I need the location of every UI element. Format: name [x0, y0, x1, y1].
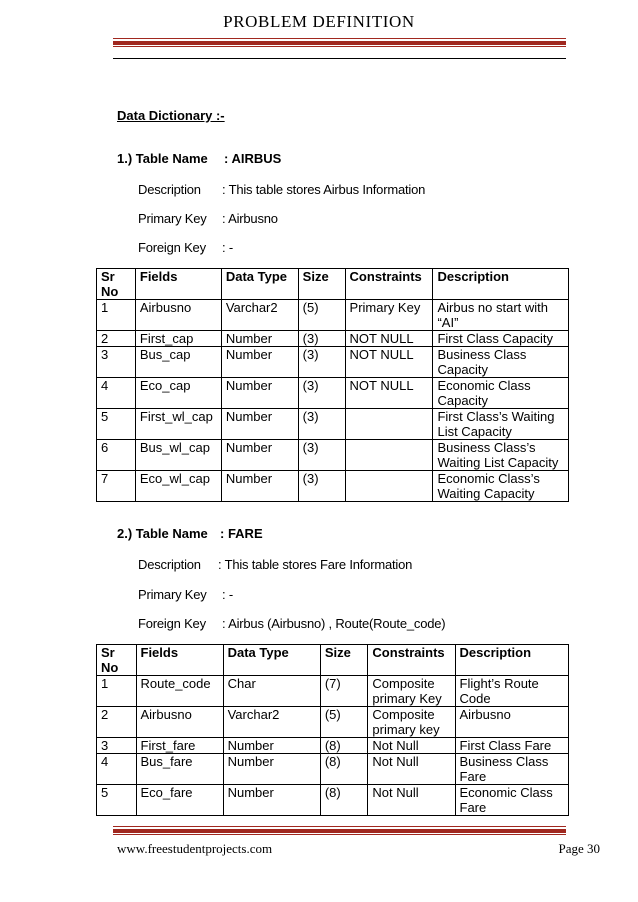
table-cell: Economic Class’s Waiting Capacity: [433, 471, 569, 502]
table2-meta-value: : -: [222, 587, 233, 602]
table-cell: Not Null: [368, 754, 455, 785]
table-row: [97, 331, 569, 347]
table1-number-label: 1.) Table Name: [117, 151, 208, 166]
table-cell: Number: [221, 378, 298, 409]
table-cell: 1: [97, 676, 137, 707]
table-cell: Bus_fare: [136, 754, 223, 785]
table-cell: First Class Capacity: [433, 331, 569, 347]
table1-meta-label: Primary Key: [138, 211, 207, 226]
table-cell: 1: [97, 300, 136, 331]
table-row: [97, 409, 569, 440]
table-cell: [345, 409, 433, 440]
table-cell: First_cap: [135, 331, 221, 347]
table-cell: 4: [97, 378, 136, 409]
table-cell: Eco_cap: [135, 378, 221, 409]
table1-name: : AIRBUS: [224, 151, 282, 166]
table-row: [97, 676, 569, 707]
column-header: Description: [455, 645, 568, 676]
table-cell: Business Class’s Waiting List Capacity: [433, 440, 569, 471]
table-cell: Not Null: [368, 738, 455, 754]
table-cell: NOT NULL: [345, 331, 433, 347]
table-cell: 3: [97, 738, 137, 754]
column-header: Sr No: [97, 645, 137, 676]
table-row: [97, 707, 569, 738]
column-header: Data Type: [223, 645, 320, 676]
table-cell: [345, 471, 433, 502]
table-cell: Primary Key: [345, 300, 433, 331]
table-cell: 5: [97, 409, 136, 440]
header-rule-top: [113, 38, 566, 39]
header-rule-bottom: [113, 46, 566, 47]
footer-url-link[interactable]: www.freestudentprojects.com: [117, 841, 273, 856]
table-row: [97, 378, 569, 409]
header-title: PROBLEM DEFINITION: [223, 12, 415, 31]
column-header: Size: [298, 269, 345, 300]
table1-data-dictionary: [96, 268, 569, 502]
table-header-row: [97, 269, 569, 300]
table-cell: First_wl_cap: [135, 409, 221, 440]
table-cell: NOT NULL: [345, 378, 433, 409]
table-cell: First Class’s Waiting List Capacity: [433, 409, 569, 440]
table-cell: Airbusno: [136, 707, 223, 738]
table-cell: First Class Fare: [455, 738, 568, 754]
table-cell: Composite primary Key: [368, 676, 455, 707]
table-cell: (3): [298, 331, 345, 347]
table-cell: [345, 440, 433, 471]
table-cell: Airbusno: [455, 707, 568, 738]
table-cell: Route_code: [136, 676, 223, 707]
footer-rule-bottom: [113, 834, 566, 835]
table-cell: 2: [97, 331, 136, 347]
table-row: [97, 300, 569, 331]
table-cell: NOT NULL: [345, 347, 433, 378]
table-header-row: [97, 645, 569, 676]
table-cell: Number: [223, 754, 320, 785]
table-cell: Economic Class Capacity: [433, 378, 569, 409]
table2-meta-label: Foreign Key: [138, 616, 206, 631]
table-cell: Business Class Capacity: [433, 347, 569, 378]
table-row: [97, 738, 569, 754]
column-header: Data Type: [221, 269, 298, 300]
table2-meta-label: Primary Key: [138, 587, 207, 602]
table1-meta-label: Description: [138, 182, 201, 197]
table-row: [97, 785, 569, 816]
table-cell: First_fare: [136, 738, 223, 754]
column-header: Constraints: [345, 269, 433, 300]
table-cell: 6: [97, 440, 136, 471]
column-header: Fields: [135, 269, 221, 300]
table-cell: Varchar2: [221, 300, 298, 331]
table-cell: 3: [97, 347, 136, 378]
table-cell: Number: [221, 409, 298, 440]
table-row: [97, 440, 569, 471]
table-cell: (3): [298, 471, 345, 502]
table-cell: (8): [320, 785, 368, 816]
column-header: Fields: [136, 645, 223, 676]
footer-rule-thick: [113, 829, 566, 833]
table-cell: Bus_wl_cap: [135, 440, 221, 471]
header-rule-thick: [113, 41, 566, 45]
table-cell: Number: [221, 471, 298, 502]
table-cell: Business Class Fare: [455, 754, 568, 785]
table-cell: Eco_fare: [136, 785, 223, 816]
table1-meta-value: : -: [222, 240, 233, 255]
table-cell: Number: [223, 785, 320, 816]
table-cell: (3): [298, 409, 345, 440]
table-cell: Number: [221, 331, 298, 347]
table-cell: Airbusno: [135, 300, 221, 331]
table-cell: 7: [97, 471, 136, 502]
table2-meta-value: : This table stores Fare Information: [218, 557, 413, 572]
table2-number-label: 2.) Table Name: [117, 526, 208, 541]
table-cell: Eco_wl_cap: [135, 471, 221, 502]
table-cell: Composite primary key: [368, 707, 455, 738]
column-header: Size: [320, 645, 368, 676]
table1-meta-value: : Airbusno: [222, 211, 278, 226]
table-cell: (8): [320, 754, 368, 785]
page-number: Page 30: [558, 841, 600, 856]
table-row: [97, 471, 569, 502]
header-divider: [113, 58, 566, 59]
table-cell: Number: [223, 738, 320, 754]
table-row: [97, 347, 569, 378]
table-cell: (3): [298, 378, 345, 409]
table-cell: (8): [320, 738, 368, 754]
table-cell: Bus_cap: [135, 347, 221, 378]
table-row: [97, 754, 569, 785]
table-cell: Number: [221, 440, 298, 471]
table2-meta-label: Description: [138, 557, 201, 572]
table2-meta-value: : Airbus (Airbusno) , Route(Route_code): [222, 616, 446, 631]
table-cell: Economic Class Fare: [455, 785, 568, 816]
table-cell: (5): [298, 300, 345, 331]
table-cell: Not Null: [368, 785, 455, 816]
table-cell: Char: [223, 676, 320, 707]
table-cell: 4: [97, 754, 137, 785]
table1-meta-label: Foreign Key: [138, 240, 206, 255]
table-cell: Varchar2: [223, 707, 320, 738]
table1-meta-value: : This table stores Airbus Information: [222, 182, 426, 197]
column-header: Description: [433, 269, 569, 300]
table-cell: Flight’s Route Code: [455, 676, 568, 707]
table-cell: (7): [320, 676, 368, 707]
table-cell: Airbus no start with “AI”: [433, 300, 569, 331]
table-cell: (5): [320, 707, 368, 738]
table-cell: (3): [298, 347, 345, 378]
table-cell: 5: [97, 785, 137, 816]
column-header: Sr No: [97, 269, 136, 300]
table-cell: (3): [298, 440, 345, 471]
table-cell: Number: [221, 347, 298, 378]
section-heading: Data Dictionary :-: [117, 108, 225, 123]
table2-name: : FARE: [220, 526, 263, 541]
footer-rule-top: [113, 826, 566, 827]
column-header: Constraints: [368, 645, 455, 676]
table2-data-dictionary: [96, 644, 569, 816]
table-cell: 2: [97, 707, 137, 738]
